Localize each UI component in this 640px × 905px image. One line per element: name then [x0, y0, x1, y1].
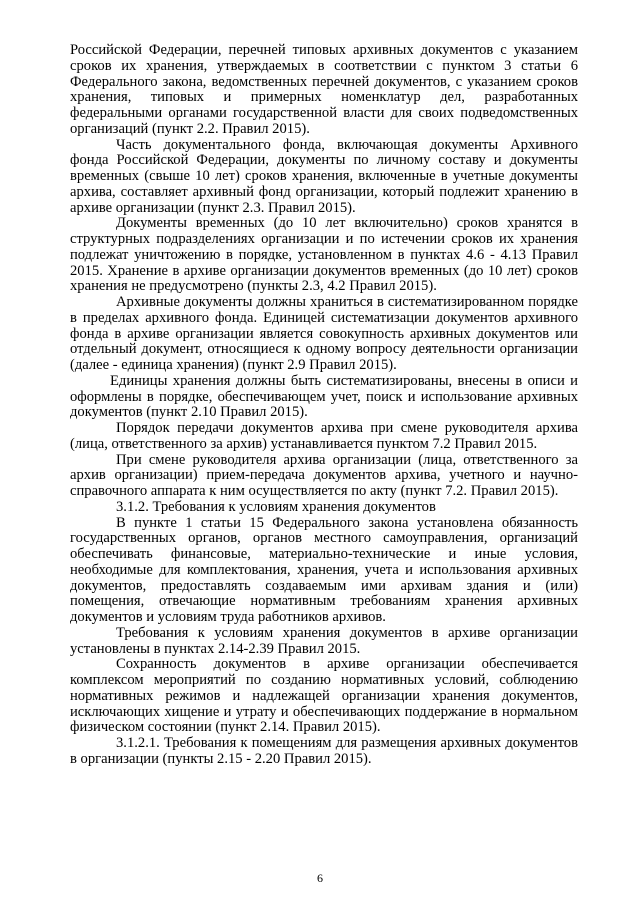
page-number: 6 — [317, 871, 323, 885]
paragraph: Документы временных (до 10 лет включительно) сроков хранятся в структурных подразделениях организации и по истечении сроков их хранения подлежат уничтожению в порядке, установленном в пунктах 4.6 - 4.13 Правил 2015. Хранение в архиве организации документов временных (до 10 лет) сроков хранения не предусмотрено (пункты 2.3, 4.2 Правил 2015). — [70, 215, 578, 295]
paragraph: При смене руководителя архива организации (лица, ответственного за архив организации) прием-передача документов архива, учетного и научно-справочного аппарата к ним осуществляется по акту (пункт 7.2. Правил 2015). — [70, 451, 578, 499]
paragraph: Сохранность документов в архиве организации обеспечивается комплексом мероприятий по созданию нормативных условий, соблюдению нормативных режимов и надлежащей организации хранения документов, исключающих хищение и утрату и обеспечивающих поддержание в нормальном физическом состоянии (пункт 2.14. Правил 2015). — [70, 656, 578, 736]
paragraph: Часть документального фонда, включающая документы Архивного фонда Российской Федерации, документы по личному составу и документы временных (свыше 10 лет) сроков хранения, включенные в учетные документы архива, составляет архивный фонд организации, который подлежит хранению в архиве организации (пункт 2.3. Правил 2015). — [70, 136, 578, 216]
paragraph: В пункте 1 статьи 15 Федерального закона установлена обязанность государственных органов, органов местного самоуправления, организаций обеспечивать финансовые, материально-технические и иные условия, необходимые для комплектования, хранения, учета и использования архивных документов, предоставлять создаваемым ими архивам здания и (или) помещения, отвечающие нормативным требованиям хранения архивных документов и условиям труда работников архивов. — [70, 514, 578, 625]
page-body — [70, 43, 578, 768]
paragraph-continuation: Российской Федерации, перечней типовых архивных документов с указанием сроков их хранения, утверждаемых в соответствии с пунктом 3 статьи 6 Федерального закона, ведомственных перечней документов, с указанием сроков хранения, типовых и примерных номенклатур дел, разработанных федеральными органами государственной власти для своих подведомственных организаций (пункт 2.2. Правил 2015). — [70, 42, 578, 137]
subsection-heading: 3.1.2.1. Требования к помещениям для размещения архивных документов в организации (пункты 2.15 - 2.20 Правил 2015). — [70, 735, 578, 767]
paragraph: Порядок передачи документов архива при смене руководителя архива (лица, ответственного за архив) устанавливается пунктом 7.2 Правил 2015. — [70, 420, 578, 452]
paragraph: Архивные документы должны храниться в систематизированном порядке в пределах архивного фонда. Единицей систематизации документов архивного фонда в архиве организации является совокупность архивных документов или отдельный документ, относящиеся к одному вопросу деятельности организации (далее - единица хранения) (пункт 2.9 Правил 2015). — [70, 294, 578, 373]
paragraph: Требования к условиям хранения документов в архиве организации установлены в пунктах 2.14-2.39 Правил 2015. — [70, 624, 578, 657]
paragraph: Единицы хранения должны быть систематизированы, внесены в описи и оформлены в порядке, обеспечивающем учет, поиск и использование архивных документов (пункт 2.10 Правил 2015). — [70, 372, 578, 421]
section-heading: 3.1.2. Требования к условиям хранения документов — [116, 498, 436, 515]
